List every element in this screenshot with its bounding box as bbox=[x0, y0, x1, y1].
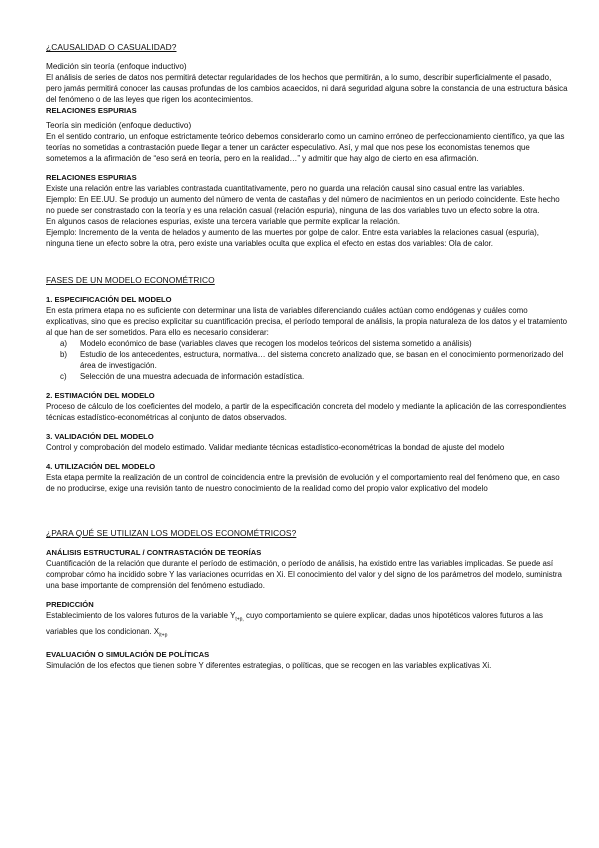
paragraph-medicion-sin-teoria: El análisis de series de datos nos permitirá detectar regularidades de los hechos que permitirán, a lo sumo, describir superficialmente el pasado, pero jamás permitirá conocer las causas profundas de los cambios acaecidos, ni dará seguridad alguna sobre la constancia de una estructura básica del fenómeno o de las leyes que rigen los acontecimientos. bbox=[46, 73, 568, 104]
list-item: c) Selección de una muestra adecuada de información estadística. bbox=[60, 372, 305, 381]
paragraph-utilizacion: Esta etapa permite la realización de un control de coincidencia entre la previsión de evolución y el comportamiento real del fenómeno que, en caso de no producirse, exige una revisión tanto de nuestro conocimiento de la realidad como del propio valor explicativo del modelo bbox=[46, 473, 560, 493]
heading-analisis-estructural: ANÁLISIS ESTRUCTURAL / CONTRASTACIÓN DE TEORÍAS bbox=[46, 548, 262, 557]
paragraph-especificacion: En esta primera etapa no es suficiente con determinar una lista de variables diferenciando cuáles actúan como endógenas y cuáles como explicativas, sino que es preciso explicitar su cuantificación precisa, el período temporal de análisis, la propia naturaleza de los datos y el tratamiento al que han de ser sometidos. Para ello es necesario considerar: bbox=[46, 306, 568, 337]
heading-validacion: 3. VALIDACIÓN DEL MODELO bbox=[46, 432, 154, 441]
heading-estimacion: 2. ESTIMACIÓN DEL MODELO bbox=[46, 391, 155, 400]
heading-evaluacion: EVALUACIÓN O SIMULACIÓN DE POLÍTICAS bbox=[46, 650, 210, 660]
list-item: b) Estudio de los antecedentes, estructura, normativa… del sistema concreto analizado que, se basan en el conocimiento pormenorizado del área de investigación. bbox=[60, 350, 564, 370]
list-item: a) Modelo económico de base (variables claves que recogen los modelos teóricos del sistema sometido a análisis) bbox=[60, 339, 472, 348]
paragraph-validacion: Control y comprobación del modelo estimado. Validar mediante técnicas estadístico-econométricas la bondad de ajuste del modelo bbox=[46, 443, 505, 452]
heading-especificacion: 1. ESPECIFICACIÓN DEL MODELO bbox=[46, 295, 172, 304]
paragraph-evaluacion: Simulación de los efectos que tienen sobre Y diferentes estrategias, o políticas, que se recogen en las variables explicativas Xi. bbox=[46, 661, 492, 671]
paragraph-analisis-estructural: Cuantificación de la relación que durante el período de estimación, o período de análisis, ha existido entre las variables implicadas. Se puede así comprobar cómo ha incidido sobre Y las variaciones ocurridas en Xi. El conocimiento del valor y del signo de los parámetros del modelo, suministra una base importante de comprensión del fenómeno estudiado. bbox=[46, 559, 562, 590]
paragraph-espurias-4: Ejemplo: Incremento de la venta de helados y aumento de las muertes por golpe de calor. Entre esta variables la relaciones casual (espuria), ninguna tiene un efecto sobre la otra, pero existe una variables oculta que explica el efecto en estas dos variables: Ola de calor. bbox=[46, 228, 540, 248]
paragraph-espurias-2: Ejemplo: En EE.UU. Se produjo un aumento del número de venta de castañas y del número de nacimientos en un periodo coincidente. Este hecho no puede ser constrastado con la teoría y es una relación casual (relación espuria), ninguna de las dos variables tuvo un efecto sobre la otra. bbox=[46, 195, 560, 215]
subheading-relaciones-espurias: RELACIONES ESPURIAS bbox=[46, 173, 137, 182]
section-title-fases: FASES DE UN MODELO ECONOMÉTRICO bbox=[46, 275, 215, 285]
heading-prediccion: PREDICCIÓN bbox=[46, 600, 94, 609]
relaciones-espurias-tag: RELACIONES ESPURIAS bbox=[46, 106, 137, 115]
subheading-medicion-sin-teoria: Medición sin teoría (enfoque inductivo) bbox=[46, 62, 187, 71]
paragraph-teoria-sin-medicion: En el sentido contrario, un enfoque estrictamente teórico debemos considerarlo como un camino erróneo de perfeccionamiento científico, ya que las teorías no sometidas a contrastación puede llegar a tener un carácter especulativo. Así, y mal que nos pese los economistas tenemos que sometemos a la afirmación de “eso será en teoría, pero en la realidad…” y admitir que hay algo de cierto en esa afirmación. bbox=[46, 132, 565, 163]
section-title-para-que: ¿PARA QUÉ SE UTILIZAN LOS MODELOS ECONOMÉTRICOS? bbox=[46, 528, 297, 538]
paragraph-espurias-1: Existe una relación entre las variables contrastada cuantitativamente, pero no guarda una relación causal sino casual entre las variables. bbox=[46, 184, 525, 193]
paragraph-espurias-3: En algunos casos de relaciones espurias, existe una tercera variable que permite explicar la relación. bbox=[46, 217, 400, 226]
heading-utilizacion: 4. UTILIZACIÓN DEL MODELO bbox=[46, 462, 156, 471]
paragraph-estimacion: Proceso de cálculo de los coeficientes del modelo, a partir de la especificación concreta del modelo y mediante la aplicación de las correspondientes técnicas estadístico-econométricas al conjunto de datos observados. bbox=[46, 402, 567, 422]
section-title-causalidad: ¿CAUSALIDAD O CASUALIDAD? bbox=[46, 42, 177, 52]
subheading-teoria-sin-medicion: Teoría sin medición (enfoque deductivo) bbox=[46, 121, 192, 130]
considerations-list bbox=[46, 338, 569, 382]
paragraph-prediccion: Establecimiento de los valores futuros de la variable $Y_{t+p,}$ cuyo comportamiento se quiere explicar, dadas unos hipotéticos valores futuros a las variables que los condicionan. $X_{it+p}$ bbox=[46, 611, 543, 639]
